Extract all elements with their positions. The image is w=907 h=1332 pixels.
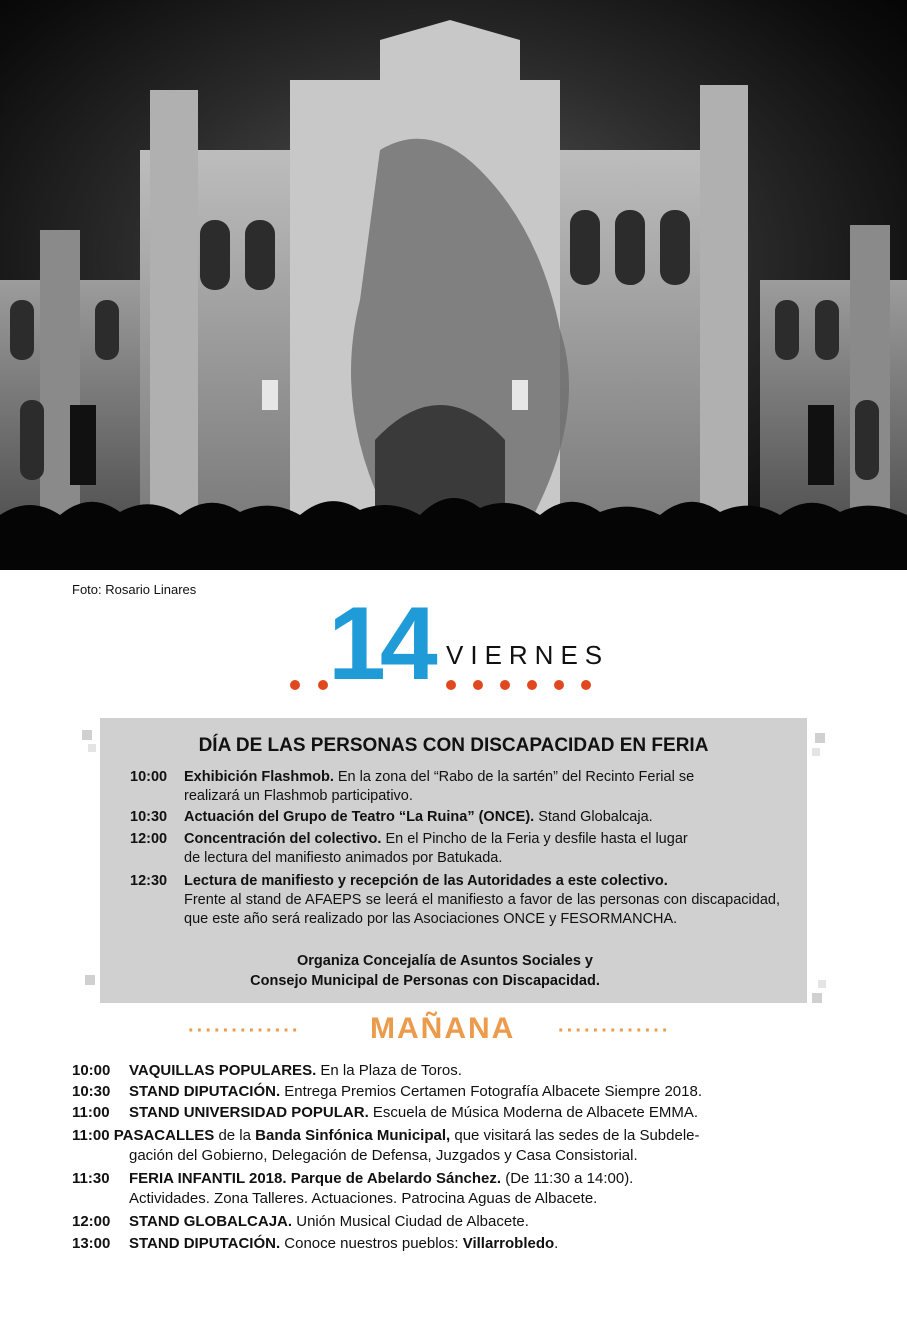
decorative-square (818, 980, 826, 988)
event-text: Stand Globalcaja. (534, 809, 653, 825)
date-heading (288, 586, 628, 702)
event-continuation: realizará un Flashmob participativo. (184, 788, 413, 804)
decorative-dot (554, 680, 564, 690)
activity-name: PASACALLES (113, 1127, 215, 1144)
activity-name-secondary: Banda Sinfónica Municipal, (255, 1127, 451, 1144)
event-text: En el Pincho de la Feria y desfile hasta el lugar (381, 831, 688, 847)
event-item (130, 830, 780, 868)
event-name: Concentración del colectivo. (184, 831, 382, 847)
organizer-line: Consejo Municipal de Personas con Discapacidad. (250, 973, 600, 989)
event-box-title: DÍA DE LAS PERSONAS CON DISCAPACIDAD EN FERIA (198, 735, 709, 756)
decorative-dot (581, 680, 591, 690)
decorative-dots: ············· (188, 1020, 301, 1042)
activity-item (72, 1234, 832, 1254)
activity-name-secondary: Villarrobledo (462, 1235, 555, 1252)
event-continuation: de lectura del manifiesto animados por Batukada. (184, 850, 503, 866)
activity-name: STAND GLOBALCAJA. (129, 1213, 293, 1230)
activity-item (72, 1126, 832, 1166)
activity-time: 11:00 (72, 1127, 110, 1144)
activity-time: 10:30 (72, 1083, 111, 1100)
activity-continuation: gación del Gobierno, Delegación de Defensa, Juzgados y Casa Consistorial. (129, 1147, 638, 1164)
activity-name: STAND UNIVERSIDAD POPULAR. (129, 1104, 369, 1121)
header-photo (0, 0, 907, 570)
decorative-square (812, 993, 822, 1003)
event-name: Actuación del Grupo de Teatro “La Ruina” (ONCE). (184, 809, 535, 825)
decorative-dot (318, 680, 328, 690)
photo-credit: Foto: Rosario Linares (72, 582, 197, 597)
organizer-line: Organiza Concejalía de Asuntos Sociales y (296, 953, 593, 969)
section-header (170, 1012, 740, 1052)
event-text: En la zona del “Rabo de la sartén” del Recinto Ferial se (333, 769, 695, 785)
activity-time: 12:00 (72, 1213, 111, 1230)
event-continuation: Frente al stand de AFAEPS se leerá el manifiesto a favor de las personas con discapacidad, que este año será realizado por las Asociaciones ONCE y FESORMANCHA. (184, 892, 780, 927)
activity-time: 11:30 (72, 1170, 110, 1187)
event-name: Exhibición Flashmob. (184, 769, 334, 785)
event-time: 10:30 (130, 809, 168, 825)
decorative-dot (500, 680, 510, 690)
activity-text: Entrega Premios Certamen Fotografía Albacete Siempre 2018. (280, 1083, 702, 1100)
weekday-label: VIERNES (446, 640, 610, 670)
event-item (130, 808, 780, 827)
activity-text-secondary: . (554, 1235, 559, 1252)
activity-text: Conoce nuestros pueblos: (280, 1235, 463, 1252)
event-item (130, 872, 780, 929)
decorative-dot (446, 680, 456, 690)
decorative-square (812, 748, 820, 756)
activity-item (72, 1082, 832, 1102)
activity-text: de la (214, 1127, 256, 1144)
activity-text: (De 11:30 a 14:00). (501, 1170, 634, 1187)
activity-name: VAQUILLAS POPULARES. (129, 1062, 317, 1079)
section-title: MAÑANA (370, 1012, 516, 1045)
activity-time: 11:00 (72, 1104, 110, 1121)
decorative-dot (290, 680, 300, 690)
decorative-square (85, 975, 95, 985)
activity-item (72, 1061, 832, 1081)
activity-item (72, 1169, 832, 1209)
activity-time: 10:00 (72, 1062, 111, 1079)
day-number: 14 (328, 586, 432, 702)
decorative-dot (527, 680, 537, 690)
decorative-square (88, 744, 96, 752)
decorative-square (815, 733, 825, 743)
decorative-dots: ············· (558, 1020, 671, 1042)
decorative-square (82, 730, 92, 740)
activity-name: FERIA INFANTIL 2018. Parque de Abelardo Sánchez. (129, 1170, 502, 1187)
activity-item (72, 1212, 832, 1232)
event-item (130, 768, 780, 806)
activity-time: 13:00 (72, 1235, 111, 1252)
event-name: Lectura de manifiesto y recepción de las Autoridades a este colectivo. (184, 873, 668, 889)
activity-text: Escuela de Música Moderna de Albacete EMMA. (368, 1104, 699, 1121)
bullring-facade-illustration (0, 0, 907, 570)
event-time: 10:00 (130, 769, 168, 785)
activity-text-secondary: que visitará las sedes de la Subdele- (450, 1127, 700, 1144)
activity-item (72, 1103, 832, 1123)
activity-name: STAND DIPUTACIÓN. (129, 1083, 281, 1100)
activity-text: En la Plaza de Toros. (316, 1062, 462, 1079)
activity-continuation: Actividades. Zona Talleres. Actuaciones. Patrocina Aguas de Albacete. (129, 1190, 598, 1207)
decorative-dot (473, 680, 483, 690)
activity-name: STAND DIPUTACIÓN. (129, 1235, 281, 1252)
event-time: 12:30 (130, 873, 168, 889)
event-time: 12:00 (130, 831, 168, 847)
activity-text: Unión Musical Ciudad de Albacete. (292, 1213, 529, 1230)
